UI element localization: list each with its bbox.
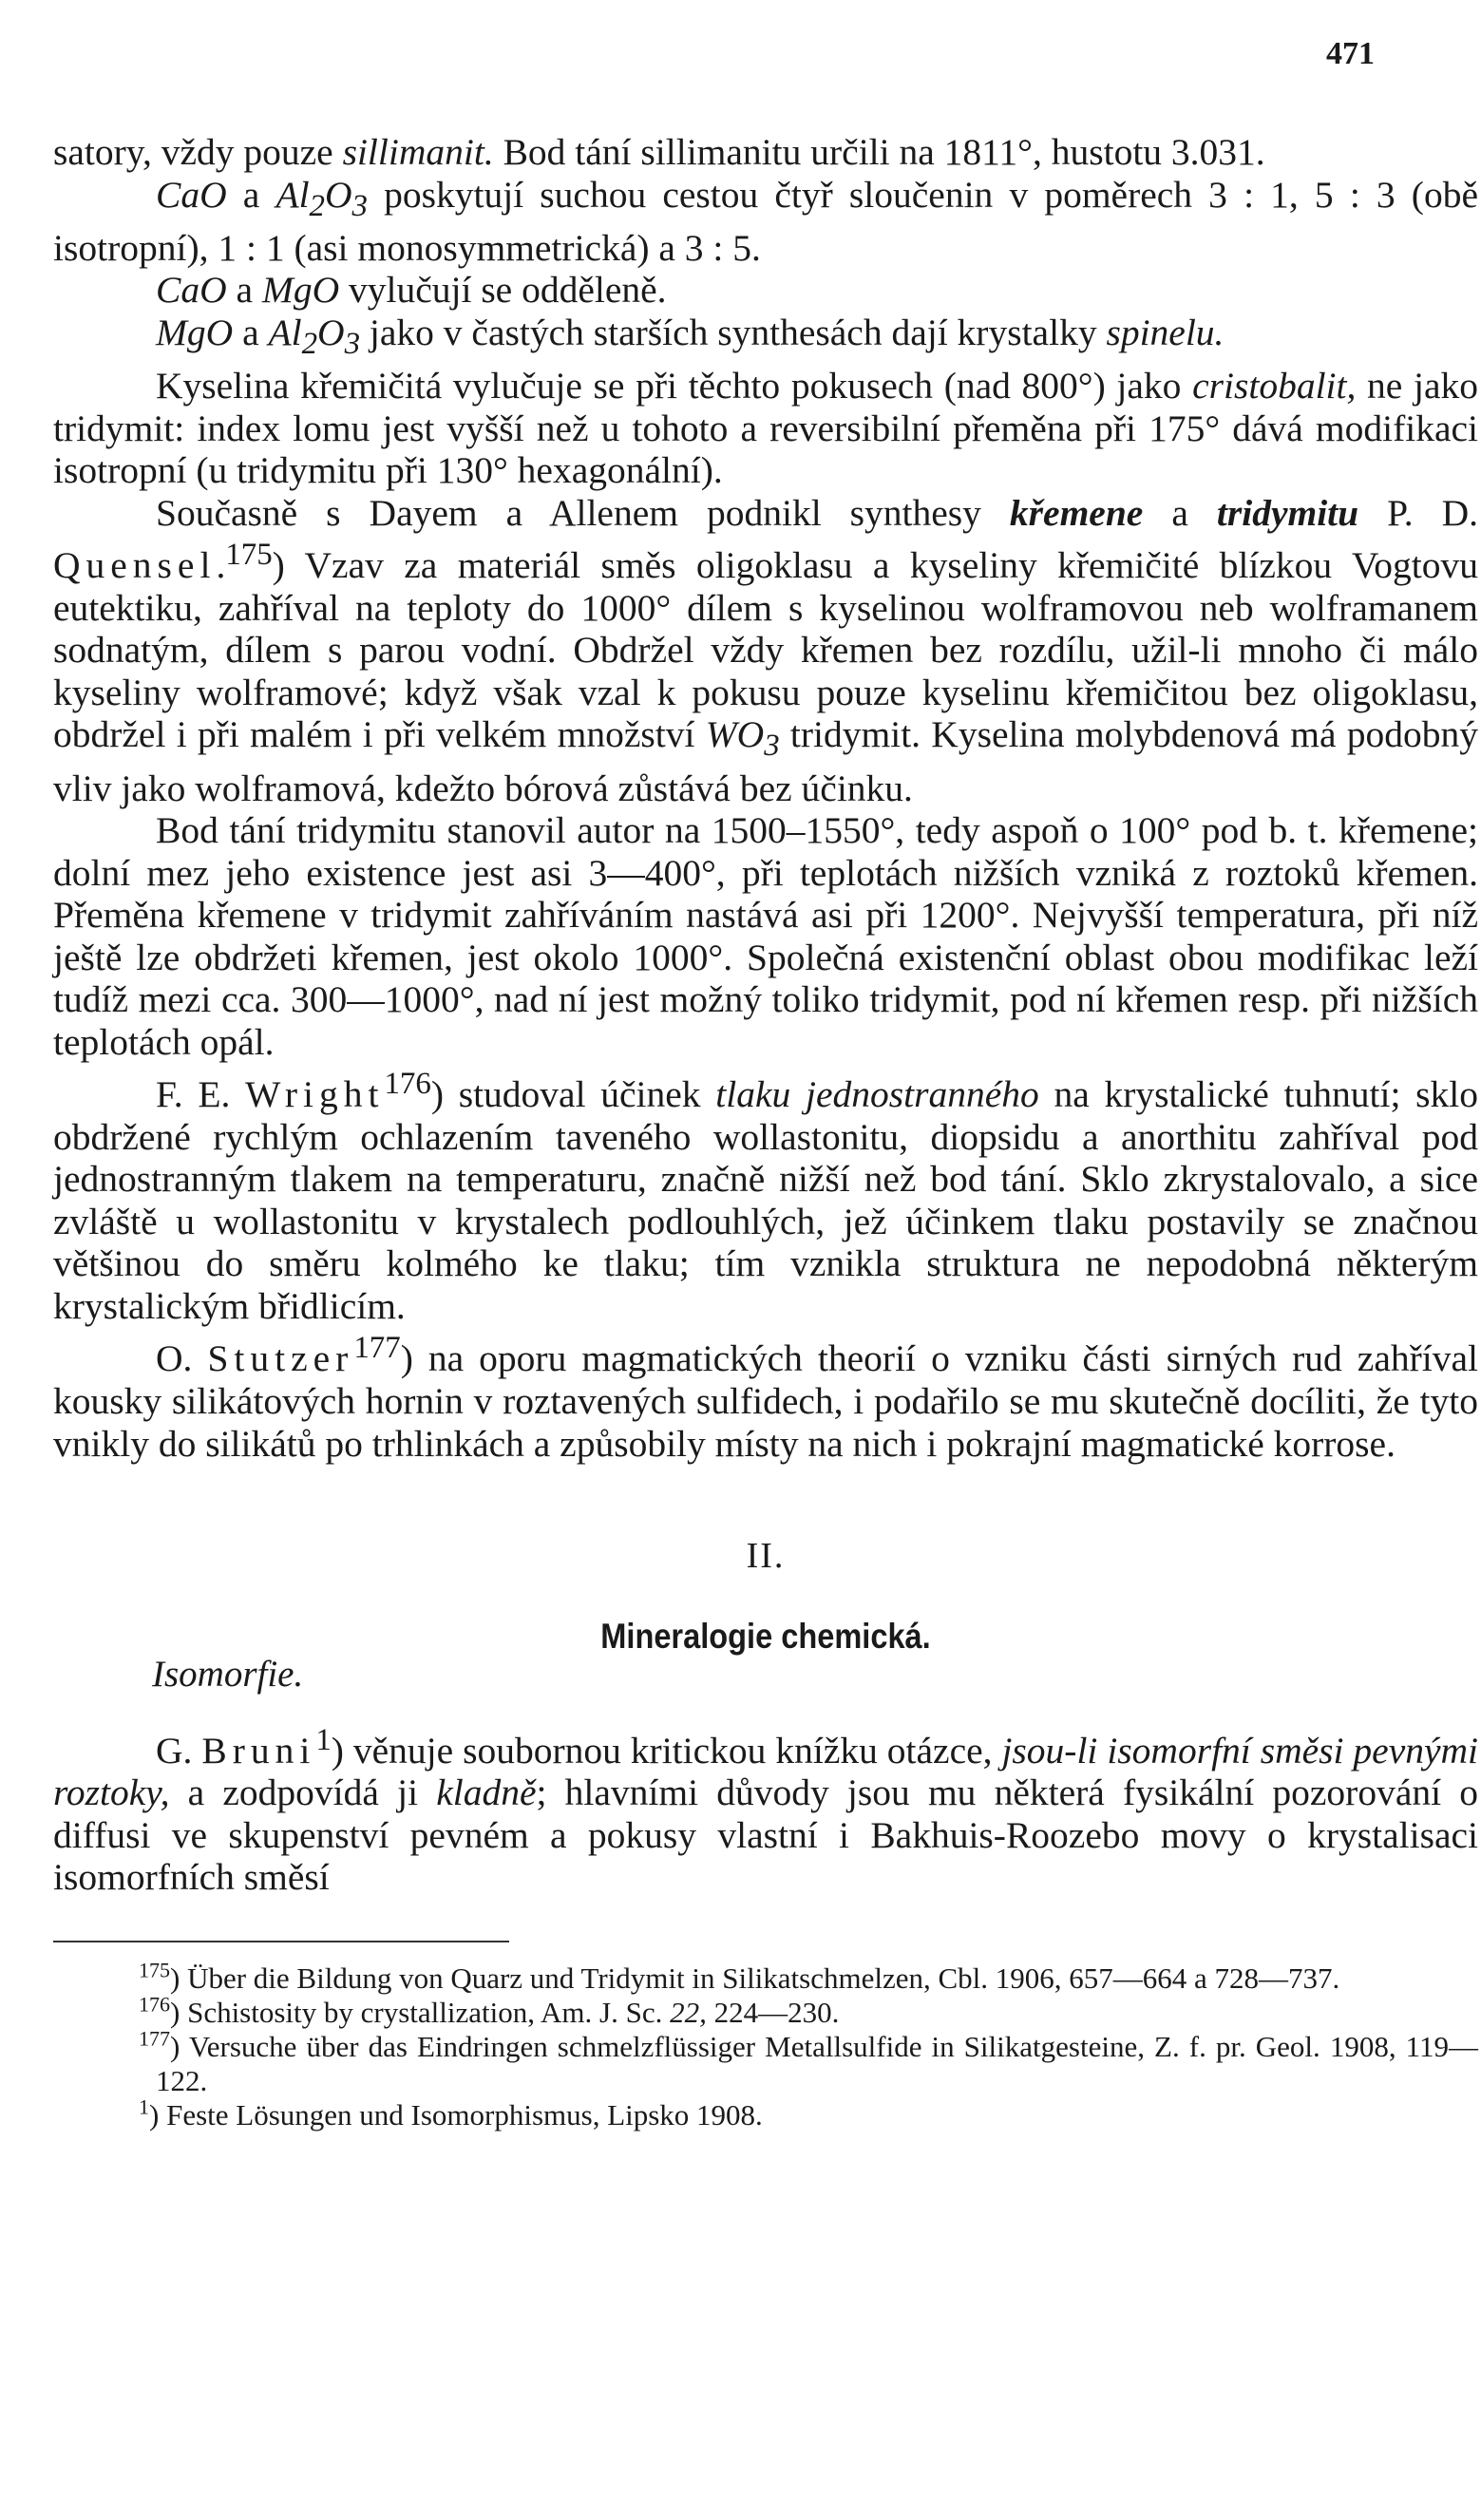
section-number: II. bbox=[746, 1536, 786, 1577]
footnote-number: 177 bbox=[139, 2026, 170, 2051]
footnote bbox=[53, 1992, 1478, 2030]
paragraph: F. E. Wright$^{176}$) studoval účinek tlaku jednostranného na krystalické tuhnutí; sklo obdržené rychlým ochlazením taveného wollastonitu, diopsidu a anorthitu zahříval pod jednostranným tlakem na temperaturu, značně nižší než bod tání. Sklo zkrystalovalo, a sice zvláště u wollastonitu v krystalech podlouhlých, jež účinkem tlaku postavily se značnou většinou do směru kolmého ke tlaku; tím vznikla struktura ne nepodobná některým krystalickým břidlicím. bbox=[53, 1067, 1478, 1327]
footnote-number: 175 bbox=[139, 1958, 170, 1982]
paragraph: MgO a $Al_2O_3$ jako v častých starších synthesách dají krystalky spinelu. bbox=[156, 311, 1225, 361]
section-title: Mineralogie chemická. bbox=[600, 1616, 931, 1656]
footnote-text: ) Feste Lösungen und Isomorphismus, Lipsko 1908. bbox=[149, 2097, 763, 2132]
footnote-number: 176 bbox=[139, 1992, 170, 2017]
paragraph: CaO a MgO vylučují se odděleně. bbox=[156, 269, 667, 312]
paragraph: CaO a $Al_2O_3$ poskytují suchou cestou čtyř sloučenin v poměrech 3 : 1, 5 : 3 (obě isotropní), 1 : 1 (asi monosymmetrická) a 3 : 5. bbox=[53, 173, 1478, 269]
footnote-text: ) Versuche über das Eindringen schmelzflüssiger Metallsulfide in Silikatgesteine, Z. f. pr. Geol. 1908, 119—122. bbox=[156, 2029, 1478, 2097]
paragraph: Současně s Dayem a Allenem podnikl synthesy křemene a tridymitu P. D. Quensel.$^{175}$) Vzav za materiál směs oligoklasu a kyseliny křemičité blízkou Vogtovu eutektiku, zahříval na teploty do 1000° dílem s kyselinou wolframovou neb wolframanem sodnatým, dílem s parou vodní. Obdržel vždy křemen bez rozdílu, užil-li mnoho či málo kyseliny wolframové; když však vzal k pokusu pouze kyselinu křemičitou bez oligoklasu, obdržel i při malém i při velkém množství $WO_3$ tridymit. Kyselina molybdenová má podobný vliv jako wolframová, kdežto bórová zůstává bez účinku. bbox=[53, 491, 1478, 809]
paragraph: O. Stutzer$^{177}$) na oporu magmatických theorií o vzniku části sirných rud zahříval kousky silikátových hornin v roztavených sulfidech, i podařilo se mu skutečně docíliti, že tyto vnikly do silikátů po trhlinkách a způsobily místy na nich i pokrajní magmatické korrose. bbox=[53, 1331, 1478, 1465]
footnote-text: ) Schistosity by crystallization, Am. J. Sc. 22, 224—230. bbox=[170, 1995, 840, 2029]
footnote bbox=[53, 2026, 1478, 2098]
footnotes bbox=[53, 1958, 1478, 2132]
subsection-label: Isomorfie. bbox=[152, 1654, 304, 1696]
paragraph: Kyselina křemičitá vylučuje se při těchto pokusech (nad 800°) jako cristobalit, ne jako tridymit: index lomu jest vyšší než u tohoto a reversibilní přeměna při 175° dává modifikaci isotropní (u tridymitu při 130° hexagonální). bbox=[53, 365, 1478, 492]
footnote-divider bbox=[53, 1941, 509, 1942]
main-text bbox=[53, 131, 1478, 1465]
page-number: 471 bbox=[1326, 36, 1375, 71]
footnote bbox=[53, 2094, 1478, 2132]
footnote-number: 1 bbox=[139, 2094, 149, 2119]
footnote-text: ) Über die Bildung von Quarz und Tridymit in Silikatschmelzen, Cbl. 1906, 657—664 a 728—737. bbox=[170, 1961, 1340, 1995]
page-body bbox=[53, 131, 1478, 2132]
paragraph: satory, vždy pouze sillimanit. Bod tání sillimanitu určili na 1811°, hustotu 3.031. bbox=[53, 131, 1265, 173]
section-paragraph bbox=[53, 1719, 1478, 1899]
paragraph: G. Bruni$^1$) věnuje soubornou kritickou knížku otázce, jsou-li isomorfní směsi pevnými roztoky, a zodpovídá ji kladně; hlavními důvody jsou mu některá fysikální pozorování o diffusi ve skupenství pevném a pokusy vlastní i Bakhuis-Roozebo movy o krystalisaci isomorfních směsí bbox=[53, 1722, 1479, 1899]
paragraph: Bod tání tridymitu stanovil autor na 1500–1550°, tedy aspoň o 100° pod b. t. křemene; dolní mez jeho existence jest asi 3—400°, při teplotách nižších vzniká z roztoků křemen. Přeměna křemene v tridymit zahříváním nastává asi při 1200°. Nejvyšší temperatura, při níž ještě lze obdržeti křemen, jest okolo 1000°. Společná existenční oblast obou modifikac leží tudíž mezi cca. 300—1000°, nad ní jest možný toliko tridymit, pod ní křemen resp. při nižších teplotách opál. bbox=[53, 809, 1478, 1063]
footnote bbox=[53, 1958, 1478, 1996]
